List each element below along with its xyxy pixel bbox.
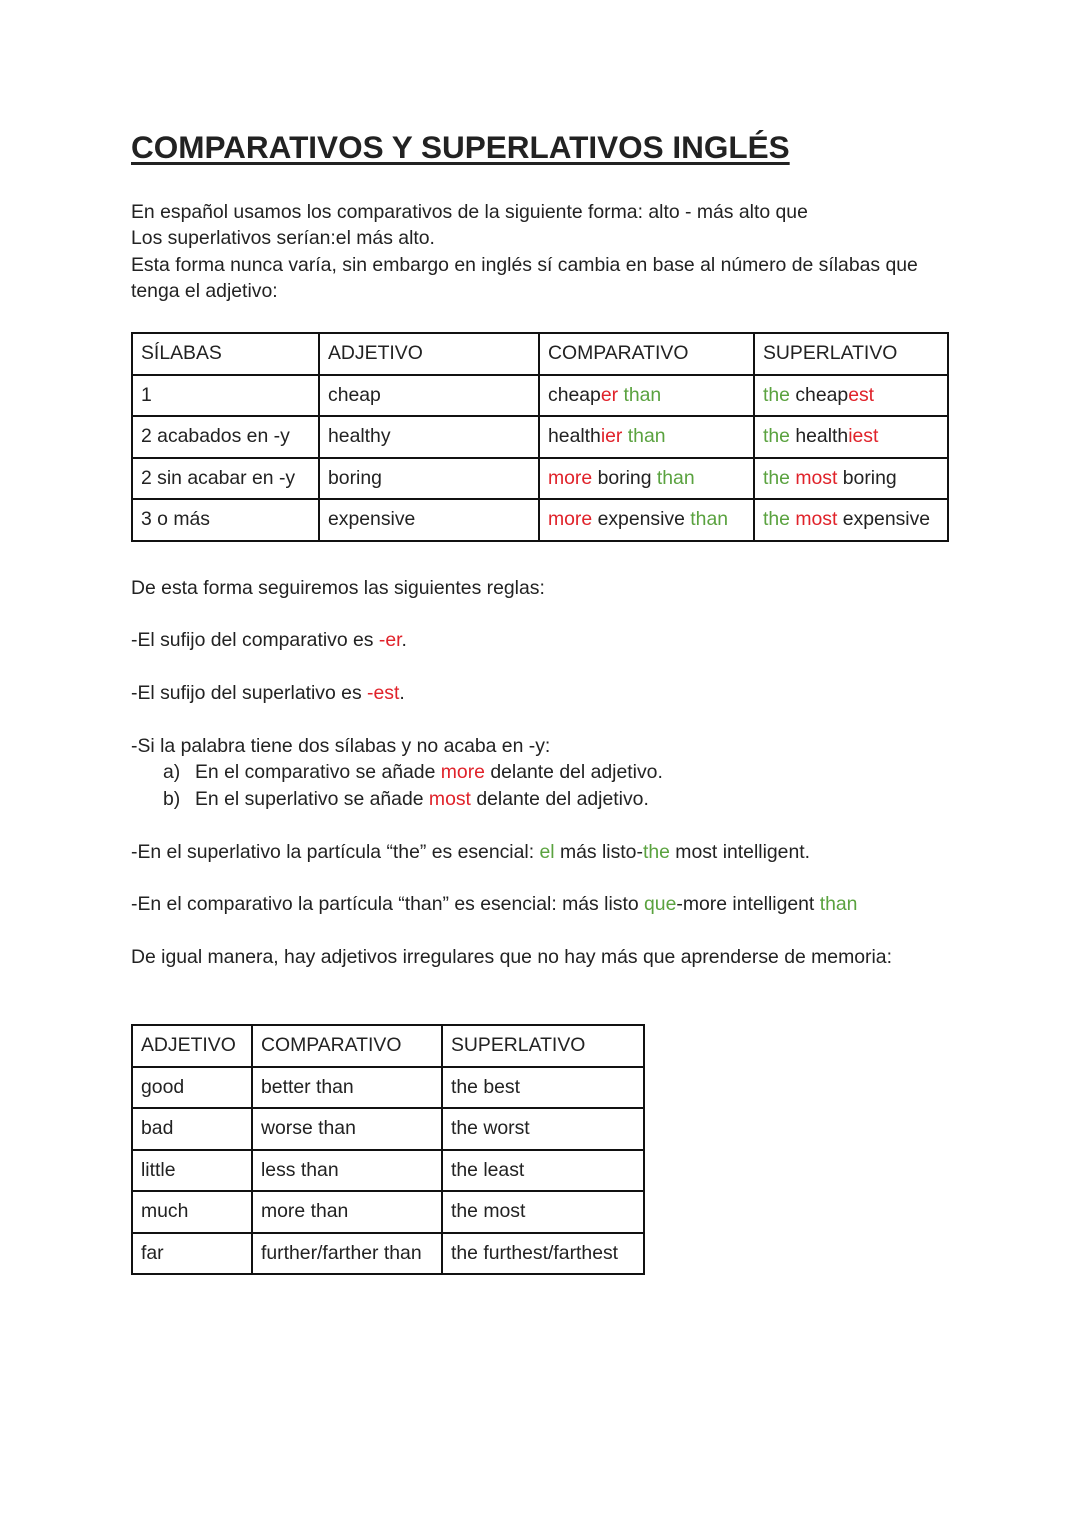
- suffix: -est: [367, 682, 400, 704]
- modifier: more: [548, 508, 593, 531]
- table-row: [132, 1233, 644, 1275]
- stem: expensive: [837, 508, 931, 531]
- syllables-cell: 1: [132, 375, 319, 417]
- intro-line-1: En español usamos los comparativos de la siguiente forma: alto - más alto que: [131, 201, 808, 223]
- intro-line-2: Los superlativos serían:el más alto.: [131, 227, 435, 249]
- table-row: [132, 458, 948, 500]
- adjective-cell: boring: [319, 458, 539, 500]
- superlative-cell: [754, 416, 948, 458]
- intro-line-4: tenga el adjetivo:: [131, 280, 278, 302]
- header-cell: ADJETIVO: [132, 1025, 252, 1067]
- comparative-cell: less than: [252, 1150, 442, 1192]
- comparative-cell: [539, 499, 754, 541]
- rule-than-particle: [131, 891, 857, 918]
- stem: health: [789, 425, 849, 448]
- table-row: [132, 375, 948, 417]
- suffix: est: [848, 383, 875, 406]
- adjective-cell: good: [132, 1067, 252, 1109]
- rule-text: En el superlativo se añade: [195, 788, 429, 810]
- particle: than: [819, 893, 858, 915]
- suffix: iest: [848, 425, 879, 448]
- suffix: -er: [378, 629, 402, 651]
- superlative-cell: the worst: [442, 1108, 644, 1150]
- rule-text: delante del adjetivo.: [470, 788, 649, 810]
- table-row: [132, 1191, 644, 1233]
- rule-text: .: [399, 682, 405, 704]
- rules-intro: De esta forma seguiremos las siguientes reglas:: [131, 577, 545, 599]
- header-cell: COMPARATIVO: [252, 1025, 442, 1067]
- list-item: [163, 786, 649, 813]
- table-header-row: [132, 1025, 644, 1067]
- irregular-intro: De igual manera, hay adjetivos irregulares que no hay más que aprenderse de memoria:: [131, 946, 892, 968]
- comparative-cell: [539, 416, 754, 458]
- modifier: most: [789, 466, 838, 489]
- particle: than: [656, 466, 695, 489]
- syllables-cell: 2 sin acabar en -y: [132, 458, 319, 500]
- rule-text: .: [401, 629, 407, 651]
- rule-text: más listo-: [554, 841, 643, 863]
- particle: the: [642, 841, 670, 863]
- comparative-cell: [539, 375, 754, 417]
- adjective-cell: healthy: [319, 416, 539, 458]
- modifier: most: [428, 788, 471, 810]
- particle: than: [622, 425, 666, 448]
- header-cell: COMPARATIVO: [539, 333, 754, 375]
- table-row: [132, 1150, 644, 1192]
- comparative-cell: more than: [252, 1191, 442, 1233]
- rule-two-syllables: -Si la palabra tiene dos sílabas y no acaba en -y:: [131, 735, 551, 757]
- rule-text: -more intelligent: [676, 893, 820, 915]
- adjective-cell: much: [132, 1191, 252, 1233]
- header-cell: SUPERLATIVO: [754, 333, 948, 375]
- particle: el: [539, 841, 555, 863]
- superlative-cell: the furthest/farthest: [442, 1233, 644, 1275]
- page-title: COMPARATIVOS Y SUPERLATIVOS INGLÉS: [131, 129, 790, 165]
- particle: que: [644, 893, 677, 915]
- rule-superlative-suffix: [131, 680, 405, 707]
- header-cell: SUPERLATIVO: [442, 1025, 644, 1067]
- particle: the: [763, 466, 790, 489]
- table-row: [132, 416, 948, 458]
- modifier: more: [440, 761, 485, 783]
- syllables-cell: 3 o más: [132, 499, 319, 541]
- comparative-cell: worse than: [252, 1108, 442, 1150]
- header-cell: ADJETIVO: [319, 333, 539, 375]
- adjective-cell: little: [132, 1150, 252, 1192]
- particle: the: [763, 425, 790, 448]
- rule-text: -En el comparativo la partícula “than” es esencial: más listo: [131, 893, 644, 915]
- list-item: [163, 759, 663, 786]
- table-row: [132, 1067, 644, 1109]
- rule-text: En el comparativo se añade: [195, 761, 441, 783]
- adjective-cell: expensive: [319, 499, 539, 541]
- stem: health: [548, 425, 601, 448]
- rule-text: delante del adjetivo.: [484, 761, 663, 783]
- stem: boring: [837, 466, 897, 489]
- superlative-cell: [754, 499, 948, 541]
- adjective-cell: far: [132, 1233, 252, 1275]
- rule-the-particle: [131, 839, 810, 866]
- particle: than: [690, 508, 729, 531]
- rule-text: -En el superlativo la partícula “the” es esencial:: [131, 841, 540, 863]
- particle: the: [763, 383, 790, 406]
- syllable-table: [131, 332, 949, 542]
- rule-text: -El sufijo del comparativo es: [131, 629, 379, 651]
- modifier: more: [548, 466, 593, 489]
- superlative-cell: [754, 375, 948, 417]
- rule-text: -El sufijo del superlativo es: [131, 682, 368, 704]
- syllables-cell: 2 acabados en -y: [132, 416, 319, 458]
- particle: the: [763, 508, 790, 531]
- table-row: [132, 1108, 644, 1150]
- irregular-table: [131, 1024, 645, 1275]
- suffix: ier: [600, 425, 623, 448]
- comparative-cell: better than: [252, 1067, 442, 1109]
- particle: than: [618, 383, 662, 406]
- adjective-cell: bad: [132, 1108, 252, 1150]
- stem: expensive: [592, 508, 691, 531]
- table-row: [132, 499, 948, 541]
- suffix: er: [600, 383, 619, 406]
- rule-text: most intelligent.: [669, 841, 811, 863]
- stem: cheap: [789, 383, 849, 406]
- list-marker: a): [163, 761, 181, 783]
- superlative-cell: the best: [442, 1067, 644, 1109]
- superlative-cell: [754, 458, 948, 500]
- comparative-cell: [539, 458, 754, 500]
- superlative-cell: the most: [442, 1191, 644, 1233]
- table-header-row: [132, 333, 948, 375]
- stem: cheap: [548, 383, 601, 406]
- list-marker: b): [163, 788, 181, 810]
- stem: boring: [592, 466, 657, 489]
- adjective-cell: cheap: [319, 375, 539, 417]
- comparative-cell: further/farther than: [252, 1233, 442, 1275]
- intro-line-3: Esta forma nunca varía, sin embargo en inglés sí cambia en base al número de sílabas que: [131, 254, 918, 276]
- modifier: most: [789, 508, 838, 531]
- superlative-cell: the least: [442, 1150, 644, 1192]
- header-cell: SÍLABAS: [132, 333, 319, 375]
- rule-comparative-suffix: [131, 627, 407, 654]
